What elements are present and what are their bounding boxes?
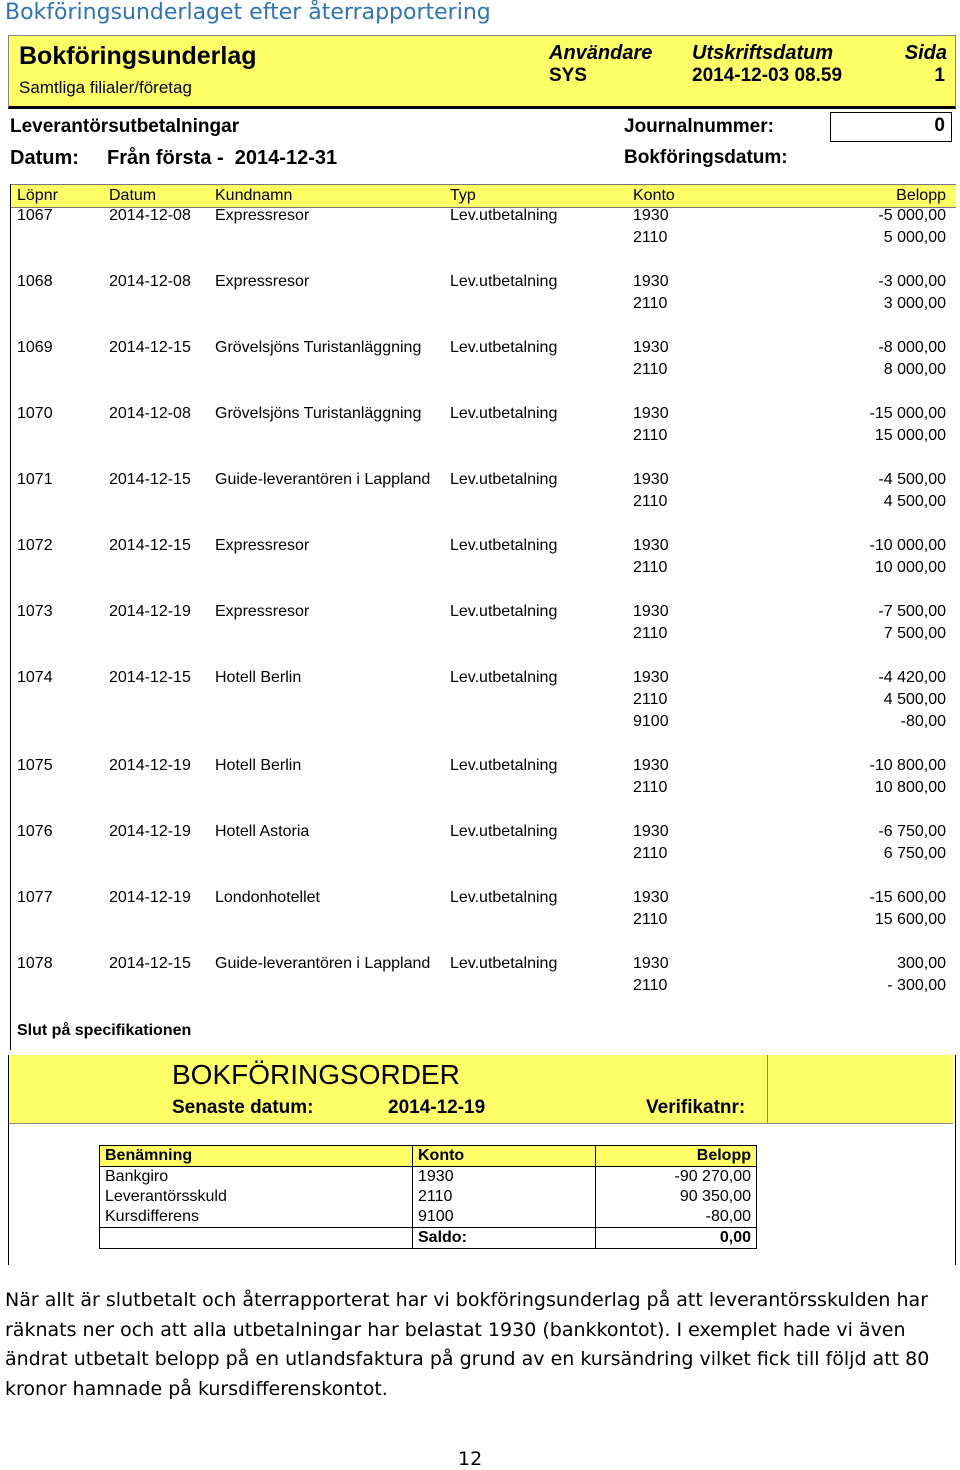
section-title: Leverantörsutbetalningar bbox=[10, 116, 240, 137]
booking-date-label: Bokföringsdatum: bbox=[624, 147, 788, 168]
cell-belopp: -8 000,00 bbox=[878, 339, 946, 356]
cell-konto: 2110 bbox=[633, 845, 668, 862]
cell-datum: 2014-12-08 bbox=[109, 207, 191, 224]
cell-lopnr: 1078 bbox=[17, 955, 53, 972]
cell-belopp: -10 000,00 bbox=[869, 537, 946, 554]
cell-typ: Lev.utbetalning bbox=[450, 537, 558, 554]
cell-lopnr: 1068 bbox=[17, 273, 53, 290]
user-label: Användare bbox=[549, 42, 653, 64]
cell-typ: Lev.utbetalning bbox=[450, 889, 558, 906]
table-row bbox=[11, 823, 956, 867]
cell-konto: 2110 bbox=[633, 559, 668, 576]
cell-lopnr: 1072 bbox=[17, 537, 53, 554]
cell-konto: 2110 bbox=[633, 493, 668, 510]
row-sub-line bbox=[11, 361, 956, 383]
cell-kundnamn: Expressresor bbox=[215, 537, 310, 554]
table-header bbox=[11, 184, 956, 208]
page-number: 12 bbox=[458, 1448, 483, 1470]
cell-kundnamn: Guide-leverantören i Lappland bbox=[215, 471, 431, 488]
cell-datum: 2014-12-15 bbox=[109, 955, 191, 972]
table-row bbox=[11, 405, 956, 449]
row-sub-line bbox=[11, 295, 956, 317]
saldo-label: Saldo: bbox=[413, 1228, 596, 1249]
journal-label: Journalnummer: bbox=[624, 116, 774, 137]
row-sub-line bbox=[11, 625, 956, 647]
cell-belopp: -4 500,00 bbox=[878, 471, 946, 488]
cell-lopnr: 1073 bbox=[17, 603, 53, 620]
row-sub-line bbox=[11, 911, 956, 933]
cell-datum: 2014-12-19 bbox=[109, 757, 191, 774]
header-kundnamn: Kundnamn bbox=[215, 187, 293, 204]
order-row bbox=[100, 1187, 757, 1207]
order-cell-konto: 9100 bbox=[413, 1207, 596, 1228]
cell-datum: 2014-12-15 bbox=[109, 537, 191, 554]
cell-datum: 2014-12-15 bbox=[109, 471, 191, 488]
order-saldo-empty bbox=[100, 1228, 413, 1249]
row-sub-line bbox=[11, 427, 956, 449]
order-header bbox=[9, 1055, 953, 1124]
cell-belopp: -15 000,00 bbox=[869, 405, 946, 422]
header-konto: Konto bbox=[633, 187, 675, 204]
order-table-header bbox=[100, 1146, 757, 1167]
cell-belopp: -80,00 bbox=[900, 713, 946, 730]
saldo-value: 0,00 bbox=[596, 1228, 757, 1249]
booking-order bbox=[8, 1055, 956, 1265]
table-row bbox=[11, 471, 956, 515]
header-datum: Datum bbox=[109, 187, 157, 204]
cell-kundnamn: Grövelsjöns Turistanläggning bbox=[215, 339, 422, 356]
row-main-line bbox=[11, 757, 956, 779]
cell-konto: 2110 bbox=[633, 361, 668, 378]
row-main-line bbox=[11, 405, 956, 427]
cell-konto: 2110 bbox=[633, 427, 668, 444]
date-label: Datum: bbox=[10, 147, 79, 169]
order-row bbox=[100, 1167, 757, 1188]
latest-date-label: Senaste datum: bbox=[172, 1097, 314, 1118]
cell-lopnr: 1074 bbox=[17, 669, 53, 686]
order-cell-name: Kursdifferens bbox=[100, 1207, 413, 1228]
row-sub-line bbox=[11, 229, 956, 251]
table-row bbox=[11, 339, 956, 383]
cell-datum: 2014-12-15 bbox=[109, 339, 191, 356]
order-cell-konto: 1930 bbox=[413, 1167, 596, 1188]
cell-belopp: 3 000,00 bbox=[883, 295, 946, 312]
row-sub-line bbox=[11, 977, 956, 999]
cell-konto: 1930 bbox=[633, 273, 669, 290]
cell-belopp: -4 420,00 bbox=[878, 669, 946, 686]
cell-datum: 2014-12-19 bbox=[109, 603, 191, 620]
cell-lopnr: 1071 bbox=[17, 471, 53, 488]
row-sub-line bbox=[11, 713, 956, 735]
cell-lopnr: 1076 bbox=[17, 823, 53, 840]
cell-belopp: 6 750,00 bbox=[883, 845, 946, 862]
cell-datum: 2014-12-08 bbox=[109, 405, 191, 422]
header-belopp: Belopp bbox=[896, 187, 946, 204]
cell-konto: 1930 bbox=[633, 471, 669, 488]
cell-belopp: -15 600,00 bbox=[869, 889, 946, 906]
latest-date-value: 2014-12-19 bbox=[388, 1097, 486, 1118]
cell-datum: 2014-12-19 bbox=[109, 889, 191, 906]
cell-typ: Lev.utbetalning bbox=[450, 757, 558, 774]
table-row bbox=[11, 207, 956, 251]
cell-konto: 1930 bbox=[633, 339, 669, 356]
cell-typ: Lev.utbetalning bbox=[450, 207, 558, 224]
table-row bbox=[11, 757, 956, 801]
row-main-line bbox=[11, 603, 956, 625]
cell-belopp: 10 800,00 bbox=[874, 779, 946, 796]
cell-datum: 2014-12-19 bbox=[109, 823, 191, 840]
order-header-benamning: Benämning bbox=[100, 1146, 413, 1167]
cell-belopp: 15 600,00 bbox=[874, 911, 946, 928]
table-row bbox=[11, 669, 956, 735]
row-main-line bbox=[11, 889, 956, 911]
header-divider bbox=[767, 1055, 768, 1123]
cell-belopp: -6 750,00 bbox=[878, 823, 946, 840]
cell-typ: Lev.utbetalning bbox=[450, 669, 558, 686]
cell-konto: 2110 bbox=[633, 911, 668, 928]
report-subtitle: Samtliga filialer/företag bbox=[19, 78, 192, 97]
cell-belopp: -5 000,00 bbox=[878, 207, 946, 224]
cell-belopp: -7 500,00 bbox=[878, 603, 946, 620]
cell-konto: 2110 bbox=[633, 779, 668, 796]
row-main-line bbox=[11, 273, 956, 295]
print-date-value: 2014-12-03 08.59 bbox=[692, 65, 843, 86]
cell-datum: 2014-12-08 bbox=[109, 273, 191, 290]
row-main-line bbox=[11, 537, 956, 559]
order-cell-belopp: 90 350,00 bbox=[596, 1187, 757, 1207]
cell-lopnr: 1067 bbox=[17, 207, 53, 224]
row-main-line bbox=[11, 955, 956, 977]
cell-konto: 2110 bbox=[633, 977, 668, 994]
cell-kundnamn: Hotell Berlin bbox=[215, 757, 302, 774]
cell-konto: 1930 bbox=[633, 669, 669, 686]
cell-lopnr: 1075 bbox=[17, 757, 53, 774]
date-range: Från första - 2014-12-31 bbox=[107, 147, 338, 169]
journal-value: 0 bbox=[830, 112, 952, 142]
page-label: Sida bbox=[904, 42, 947, 64]
cell-belopp: 7 500,00 bbox=[883, 625, 946, 642]
row-sub-line bbox=[11, 779, 956, 801]
payments-table bbox=[10, 184, 956, 1050]
row-sub-line bbox=[11, 559, 956, 581]
order-row bbox=[100, 1207, 757, 1228]
row-sub-line bbox=[11, 493, 956, 515]
cell-konto: 1930 bbox=[633, 955, 669, 972]
cell-typ: Lev.utbetalning bbox=[450, 273, 558, 290]
order-cell-konto: 2110 bbox=[413, 1187, 596, 1207]
cell-konto: 9100 bbox=[633, 713, 669, 730]
table-row bbox=[11, 537, 956, 581]
cell-belopp: 10 000,00 bbox=[874, 559, 946, 576]
order-header-belopp: Belopp bbox=[596, 1146, 757, 1167]
order-saldo-row bbox=[100, 1228, 757, 1249]
cell-konto: 1930 bbox=[633, 537, 669, 554]
order-cell-name: Bankgiro bbox=[100, 1167, 413, 1188]
verif-label: Verifikatnr: bbox=[646, 1097, 746, 1118]
row-main-line bbox=[11, 471, 956, 493]
row-main-line bbox=[11, 339, 956, 361]
cell-konto: 2110 bbox=[633, 625, 668, 642]
row-main-line bbox=[11, 669, 956, 691]
document-heading: Bokföringsunderlaget efter återrapportering bbox=[5, 0, 491, 25]
cell-belopp: -10 800,00 bbox=[869, 757, 946, 774]
cell-kundnamn: Expressresor bbox=[215, 207, 310, 224]
cell-belopp: - 300,00 bbox=[887, 977, 946, 994]
header-typ: Typ bbox=[450, 187, 476, 204]
cell-typ: Lev.utbetalning bbox=[450, 339, 558, 356]
cell-kundnamn: Expressresor bbox=[215, 273, 310, 290]
cell-datum: 2014-12-15 bbox=[109, 669, 191, 686]
cell-belopp: 5 000,00 bbox=[883, 229, 946, 246]
cell-konto: 1930 bbox=[633, 603, 669, 620]
cell-belopp: 300,00 bbox=[897, 955, 946, 972]
cell-lopnr: 1077 bbox=[17, 889, 53, 906]
cell-belopp: 8 000,00 bbox=[883, 361, 946, 378]
table-row bbox=[11, 889, 956, 933]
cell-belopp: 4 500,00 bbox=[883, 493, 946, 510]
cell-konto: 1930 bbox=[633, 889, 669, 906]
cell-konto: 1930 bbox=[633, 405, 669, 422]
cell-kundnamn: Hotell Astoria bbox=[215, 823, 310, 840]
cell-belopp: 15 000,00 bbox=[874, 427, 946, 444]
cell-typ: Lev.utbetalning bbox=[450, 405, 558, 422]
cell-konto: 2110 bbox=[633, 691, 668, 708]
cell-typ: Lev.utbetalning bbox=[450, 955, 558, 972]
row-sub-line bbox=[11, 845, 956, 867]
cell-typ: Lev.utbetalning bbox=[450, 823, 558, 840]
table-row bbox=[11, 603, 956, 647]
order-header-konto: Konto bbox=[413, 1146, 596, 1167]
header-lopnr: Löpnr bbox=[17, 187, 58, 204]
cell-konto: 1930 bbox=[633, 757, 669, 774]
cell-konto: 2110 bbox=[633, 229, 668, 246]
cell-kundnamn: Grövelsjöns Turistanläggning bbox=[215, 405, 422, 422]
cell-belopp: -3 000,00 bbox=[878, 273, 946, 290]
cell-kundnamn: Londonhotellet bbox=[215, 889, 320, 906]
cell-konto: 1930 bbox=[633, 207, 669, 224]
row-main-line bbox=[11, 823, 956, 845]
cell-lopnr: 1069 bbox=[17, 339, 53, 356]
row-sub-line bbox=[11, 691, 956, 713]
page-value: 1 bbox=[934, 65, 945, 86]
cell-kundnamn: Guide-leverantören i Lappland bbox=[215, 955, 431, 972]
order-cell-name: Leverantörsskuld bbox=[100, 1187, 413, 1207]
order-title: BOKFÖRINGSORDER bbox=[172, 1059, 460, 1090]
cell-kundnamn: Expressresor bbox=[215, 603, 310, 620]
cell-kundnamn: Hotell Berlin bbox=[215, 669, 302, 686]
table-row bbox=[11, 273, 956, 317]
print-date-label: Utskriftsdatum bbox=[692, 42, 834, 64]
explanation-paragraph: När allt är slutbetalt och återrapporterat har vi bokföringsunderlag på att leverantörsskulden har räknats ner och att alla utbetalningar har belastat 1930 (bankkontot). I exemplet hade vi även ändrat utbetalt belopp på en utlandsfaktura på grund av en kursändring vilket fick till följd att 80 kronor hamnade på kursdifferenskontot. bbox=[5, 1289, 930, 1400]
cell-belopp: 4 500,00 bbox=[883, 691, 946, 708]
order-cell-belopp: -90 270,00 bbox=[596, 1167, 757, 1188]
report-title: Bokföringsunderlag bbox=[19, 42, 257, 70]
report-header bbox=[8, 35, 956, 109]
user-value: SYS bbox=[549, 65, 588, 86]
table-row bbox=[11, 955, 956, 999]
end-of-spec: Slut på specifikationen bbox=[17, 1022, 192, 1039]
order-table bbox=[99, 1145, 757, 1249]
cell-konto: 2110 bbox=[633, 295, 668, 312]
order-cell-belopp: -80,00 bbox=[596, 1207, 757, 1228]
cell-lopnr: 1070 bbox=[17, 405, 53, 422]
cell-typ: Lev.utbetalning bbox=[450, 603, 558, 620]
cell-typ: Lev.utbetalning bbox=[450, 471, 558, 488]
cell-konto: 1930 bbox=[633, 823, 669, 840]
row-main-line bbox=[11, 207, 956, 229]
